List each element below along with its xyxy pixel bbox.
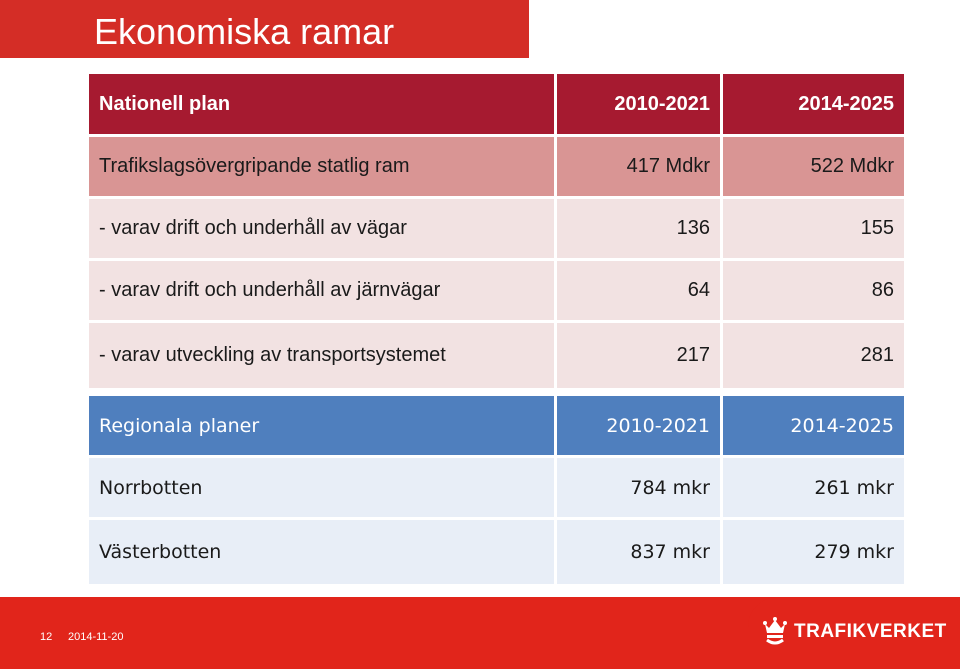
national-header-period-1: 2010-2021	[557, 74, 723, 137]
table-row	[89, 199, 904, 261]
row-value-1: 784 mkr	[557, 458, 723, 520]
row-value-2: 279 mkr	[723, 520, 904, 584]
row-value-1: 837 mkr	[557, 520, 723, 584]
regional-plans-table	[89, 396, 904, 584]
regional-header-row	[89, 396, 904, 458]
row-value-1: 217	[557, 323, 723, 388]
national-header-period-2: 2014-2025	[723, 74, 904, 137]
national-plan-table	[89, 74, 904, 388]
row-value-1: 136	[557, 199, 723, 261]
table-row	[89, 261, 904, 323]
slide-title: Ekonomiska ramar	[94, 11, 395, 52]
row-value-2: 86	[723, 261, 904, 323]
national-header-label: Nationell plan	[89, 74, 557, 137]
row-label: Västerbotten	[89, 520, 557, 584]
table-row	[89, 323, 904, 388]
row-value-2: 155	[723, 199, 904, 261]
national-header-row	[89, 74, 904, 137]
table-row	[89, 520, 904, 584]
logo-text: TRAFIKVERKET	[794, 621, 947, 642]
row-value-1: 64	[557, 261, 723, 323]
row-label: Trafikslagsövergripande statlig ram	[89, 137, 557, 199]
slide-number: 12	[40, 631, 53, 643]
row-label: - varav drift och underhåll av järnvägar	[89, 261, 557, 323]
slide-date: 2014-11-20	[68, 631, 124, 643]
row-value-2: 522 Mdkr	[723, 137, 904, 199]
row-label: - varav utveckling av transportsystemet	[89, 323, 557, 388]
trafikverket-logo	[762, 615, 947, 649]
row-label: Norrbotten	[89, 458, 557, 520]
row-value-2: 261 mkr	[723, 458, 904, 520]
regional-header-period-2: 2014-2025	[723, 396, 904, 458]
crown-icon	[762, 616, 788, 648]
table-row	[89, 458, 904, 520]
row-value-1: 417 Mdkr	[557, 137, 723, 199]
table-row	[89, 137, 904, 199]
regional-header-label: Regionala planer	[89, 396, 557, 458]
row-label: - varav drift och underhåll av vägar	[89, 199, 557, 261]
row-value-2: 281	[723, 323, 904, 388]
regional-header-period-1: 2010-2021	[557, 396, 723, 458]
